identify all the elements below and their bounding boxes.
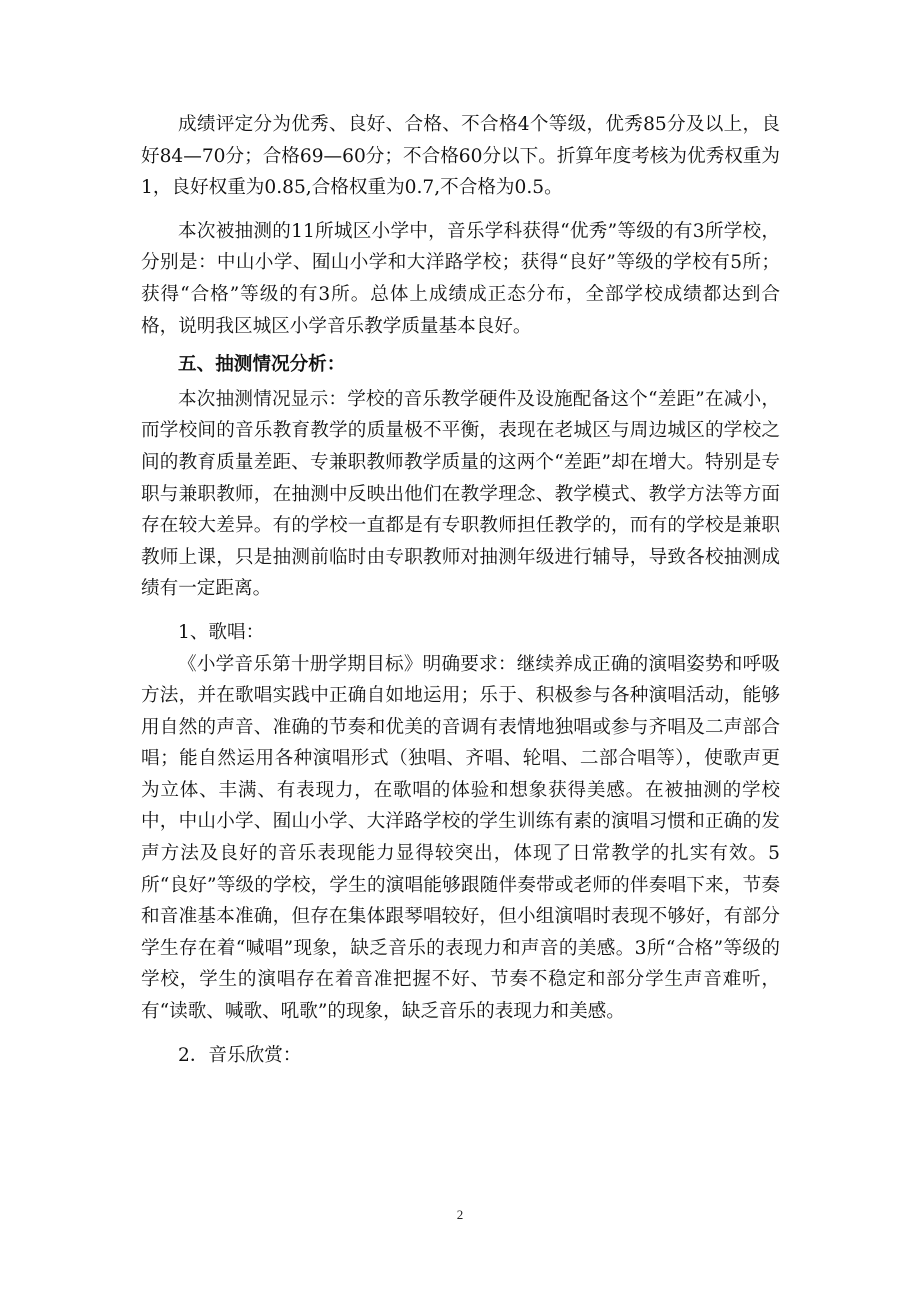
analysis-paragraph: 本次抽测情况显示：学校的音乐教学硬件及设施配备这个“差距”在减小，而学校间的音乐教育教学的质量极不平衡，表现在老城区与周边城区的学校之间的教育质量差距、专兼职教师教学质量的这两个“差距”却在增大。特别是专职与兼职教师，在抽测中反映出他们在教学理念、教学模式、教学方法等方面存在较大差异。有的学校一直都是有专职教师担任教学的，而有的学校是兼职教师上课，只是抽测前临时由专职教师对抽测年级进行辅导，导致各校抽测成绩有一定距离。: [141, 388, 780, 600]
section-heading-analysis: 五、抽测情况分析：: [178, 354, 346, 376]
results-paragraph: 本次被抽测的11所城区小学中，音乐学科获得“优秀”等级的有3所学校，分别是：中山小学、囿山小学和大洋路学校；获得“良好”等级的学校有5所；获得“合格”等级的有3所。总体上成绩成正态分布，全部学校成绩都达到合格，说明我区城区小学音乐教学质量基本良好。: [141, 220, 780, 337]
singing-paragraph: 《小学音乐第十册学期目标》明确要求：继续养成正确的演唱姿势和呼吸方法，并在歌唱实践中正确自如地运用；乐于、积极参与各种演唱活动，能够用自然的声音、准确的节奏和优美的音调有表情地独唱或参与齐唱及二声部合唱；能自然运用各种演唱形式（独唱、齐唱、轮唱、二部合唱等），使歌声更为立体、丰满、有表现力，在歌唱的体验和想象获得美感。在被抽测的学校中，中山小学、囿山小学、大洋路学校的学生训练有素的演唱习惯和正确的发声方法及良好的音乐表现能力显得较突出，体现了日常教学的扎实有效。5所“良好”等级的学校，学生的演唱能够跟随伴奏带或老师的伴奏唱下来，节奏和音准基本准确，但存在集体跟琴唱较好，但小组演唱时表现不够好，有部分学生存在着“喊唱”现象，缺乏音乐的表现力和声音的美感。3所“合格”等级的学校，学生的演唱存在着音准把握不好、节奏不稳定和部分学生声音难听，有“读歌、喊歌、吼歌”的现象，缺乏音乐的表现力和美感。: [141, 653, 780, 1023]
grading-paragraph: 成绩评定分为优秀、良好、合格、不合格4个等级，优秀85分及以上，良好84—70分；合格69—60分；不合格60分以下。折算年度考核为优秀权重为1，良好权重为0.85,合格权重为0.7,不合格为0.5。: [141, 114, 780, 199]
subheading-singing: 1、歌唱：: [178, 621, 265, 643]
subheading-music-appreciation: 2．音乐欣赏：: [178, 1044, 302, 1066]
page-number: 2: [456, 1207, 464, 1222]
